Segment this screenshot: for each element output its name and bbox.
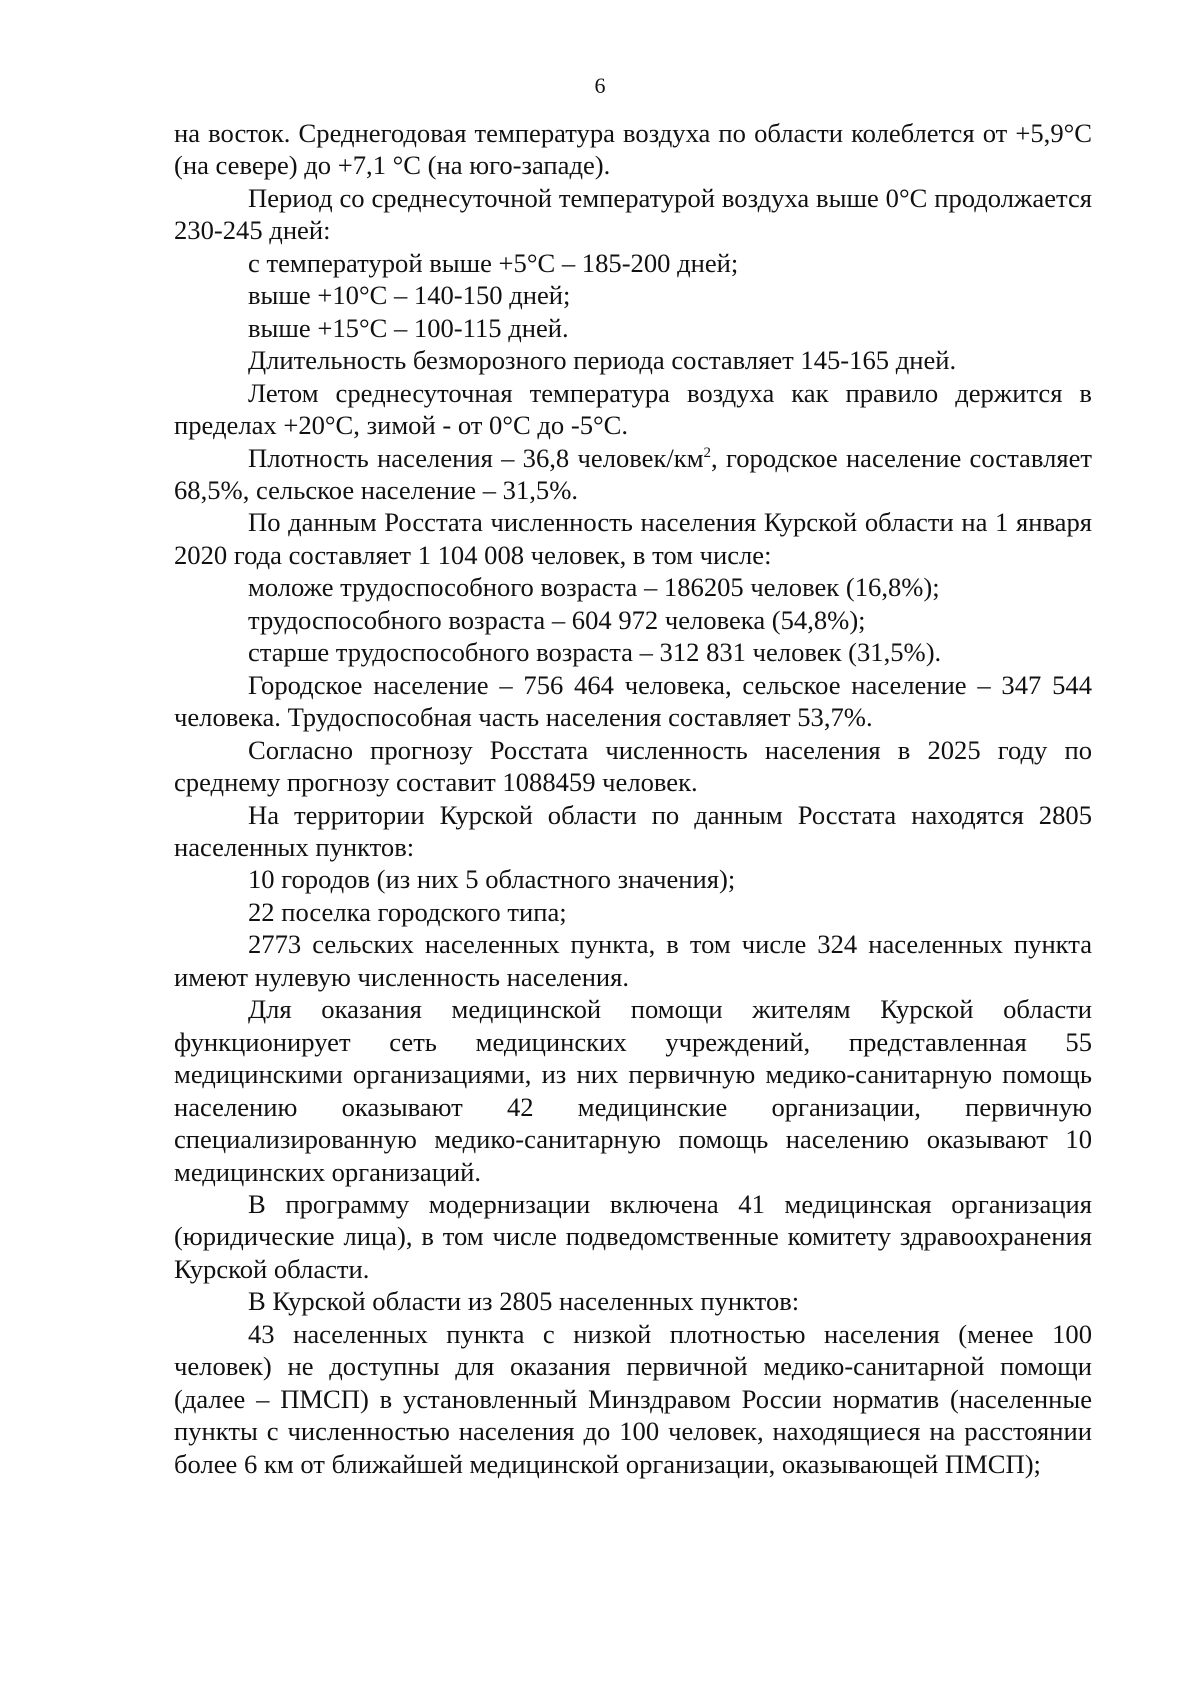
paragraph-medical-network: Для оказания медицинской помощи жителям Курской области функционирует сеть медицинских учреждений, представленная 55 медицинскими организациями, из них первичную медико-санитарную помощь населению оказывают 42 медицинские организации, первичную специализированную медико-санитарную помощь населению оказывают 10 медицинских организаций. xyxy=(174,994,1092,1187)
list-item-working-age: трудоспособного возраста – 604 972 человека (54,8%); xyxy=(248,604,866,635)
document-body xyxy=(174,117,1092,1480)
paragraph-settlements-count: На территории Курской области по данным Росстата находятся 2805 населенных пунктов: xyxy=(174,799,1092,862)
paragraph-seasonal-temperature: Летом среднесуточная температура воздуха как правило держится в пределах +20°С, зимой - от 0°С до -5°С. xyxy=(174,377,1092,441)
paragraph-temperature-range: на восток. Среднегодовая температура воздуха по области колеблется от +5,9°С (на севере) до +7,1 °С (на юго-западе). xyxy=(174,118,1092,181)
list-item-above-10: выше +10°С – 140-150 дней; xyxy=(248,280,571,311)
paragraph-population-total: По данным Росстата численность населения Курской области на 1 января 2020 года составляет 1 104 008 человек, в том числе: xyxy=(174,507,1092,570)
paragraph-population-density xyxy=(174,442,1092,507)
paragraph-rural-settlements: 2773 сельских населенных пункта, в том числе 324 населенных пункта имеют нулевую численность населения. xyxy=(174,929,1092,992)
paragraph-population-forecast: Согласно прогнозу Росстата численность населения в 2025 году по среднему прогнозу составит 1088459 человек. xyxy=(174,734,1092,798)
paragraph-low-density-settlements: 43 населенных пункта с низкой плотностью населения (менее 100 человек) не доступны для оказания первичной медико-санитарной помощи (далее – ПМСП) в установленный Минздравом России норматив (населенные пункты с численностью населения до 100 человек, находящиеся на расстоянии более 6 км от ближайшей медицинской организации, оказывающей ПМСП); xyxy=(174,1318,1092,1479)
paragraph-modernization-program: В программу модернизации включена 41 медицинская организация (юридические лица), в том числе подведомственные комитету здравоохранения Курской области. xyxy=(174,1188,1092,1284)
paragraph-above-zero-period: Период со среднесуточной температурой воздуха выше 0°С продолжается 230-245 дней: xyxy=(174,182,1092,246)
page-number: 6 xyxy=(594,73,606,98)
paragraph-urban-rural-population: Городское население – 756 464 человека, сельское население – 347 544 человека. Трудоспособная часть населения составляет 53,7%. xyxy=(174,669,1092,733)
paragraph-frost-free-period: Длительность безморозного периода составляет 145-165 дней. xyxy=(248,345,957,376)
list-item-over-working-age: старше трудоспособного возраста – 312 831 человек (31,5%). xyxy=(248,637,942,668)
density-text-after: , городское население составляет 68,5%, сельское население – 31,5%. xyxy=(174,442,1092,505)
list-item-urban-type-settlements: 22 поселка городского типа; xyxy=(248,896,567,927)
paragraph-settlements-intro: В Курской области из 2805 населенных пунктов: xyxy=(248,1286,800,1317)
density-text-before: Плотность населения – 36,8 человек/км xyxy=(248,442,704,473)
list-item-under-working-age: моложе трудоспособного возраста – 186205 человек (16,8%); xyxy=(248,572,940,603)
list-item-above-15: выше +15°С – 100-115 дней. xyxy=(248,312,569,343)
list-item-above-5: с температурой выше +5°С – 185-200 дней; xyxy=(248,247,739,278)
density-superscript: 2 xyxy=(703,444,712,461)
list-item-cities: 10 городов (из них 5 областного значения); xyxy=(248,864,736,895)
